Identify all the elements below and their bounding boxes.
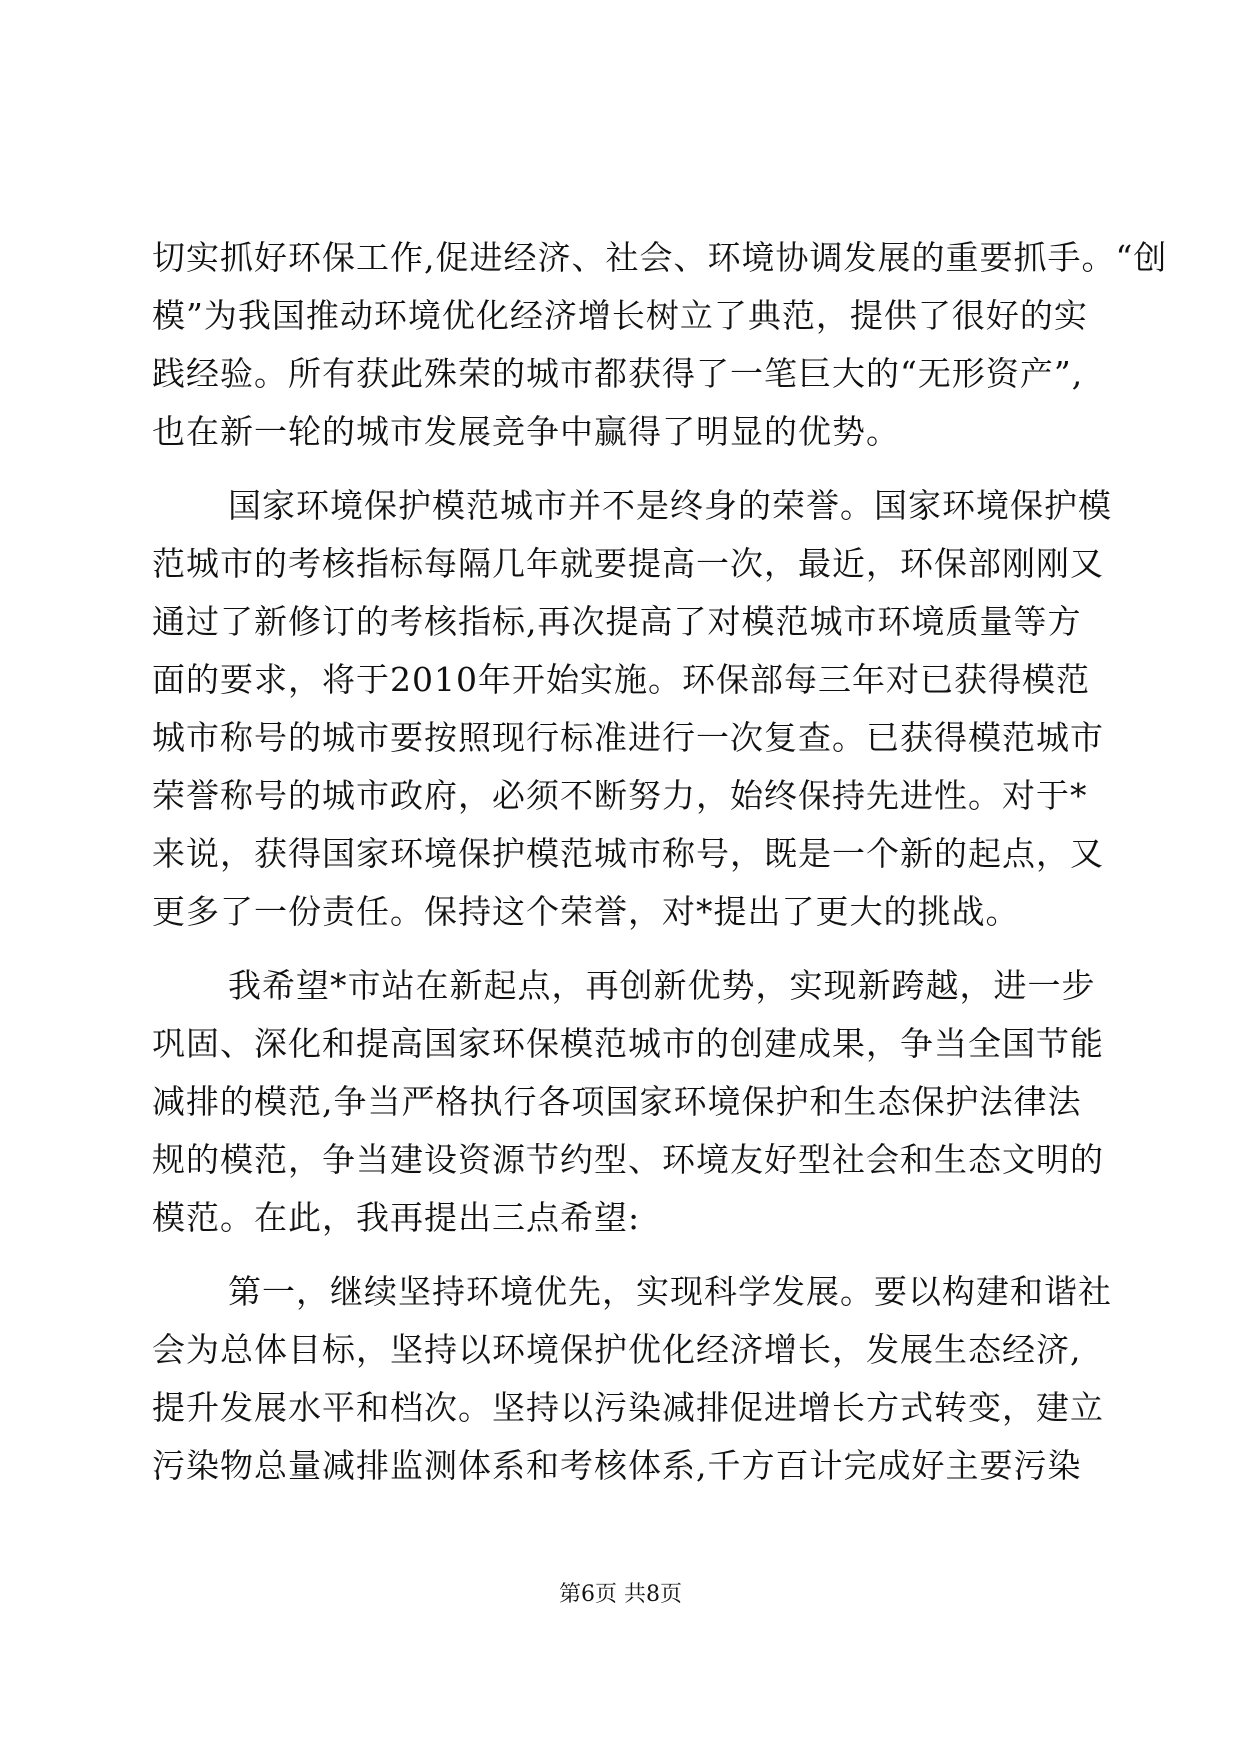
text-line: 面的要求，将于2010年开始实施。环保部每三年对已获得模范 (152, 660, 1090, 699)
text-line: 会为总体目标，坚持以环境保护优化经济增长，发展生态经济, (152, 1330, 1082, 1369)
paragraph-first-line: 我希望*市站在新起点，再创新优势，实现新跨越，进一步 (228, 966, 1096, 1005)
text-line: 规的模范，争当建设资源节约型、环境友好型社会和生态文明的 (152, 1140, 1104, 1179)
text-line: 更多了一份责任。保持这个荣誉，对*提出了更大的挑战。 (152, 892, 1020, 931)
text-line: 提升发展水平和档次。坚持以污染减排促进增长方式转变，建立 (152, 1388, 1104, 1427)
text-line: 践经验。所有获此殊荣的城市都获得了一笔巨大的“无形资产”, (152, 354, 1084, 393)
text-line: 城市称号的城市要按照现行标准进行一次复查。已获得模范城市 (152, 718, 1104, 757)
text-line: 减排的模范,争当严格执行各项国家环境保护和生态保护法律法 (152, 1082, 1082, 1121)
text-line: 荣誉称号的城市政府，必须不断努力，始终保持先进性。对于* (152, 776, 1088, 815)
text-line: 巩固、深化和提高国家环保模范城市的创建成果，争当全国节能 (152, 1024, 1104, 1063)
paragraph-first-line: 第一，继续坚持环境优先，实现科学发展。要以构建和谐社 (228, 1272, 1112, 1311)
text-line: 也在新一轮的城市发展竞争中赢得了明显的优势。 (152, 412, 900, 451)
text-line: 来说，获得国家环境保护模范城市称号，既是一个新的起点，又 (152, 834, 1104, 873)
text-line: 污染物总量减排监测体系和考核体系,千方百计完成好主要污染 (152, 1446, 1082, 1485)
page-number-footer: 第6页 共8页 (559, 1582, 682, 1607)
text-line: 切实抓好环保工作,促进经济、社会、环境协调发展的重要抓手。“创 (152, 238, 1168, 277)
text-line: 通过了新修订的考核指标,再次提高了对模范城市环境质量等方 (152, 602, 1082, 641)
text-line: 模范。在此，我再提出三点希望: (152, 1198, 641, 1237)
paragraph-first-line: 国家环境保护模范城市并不是终身的荣誉。国家环境保护模 (228, 486, 1112, 525)
text-line: 范城市的考核指标每隔几年就要提高一次，最近，环保部刚刚又 (152, 544, 1104, 583)
text-line: 模”为我国推动环境优化经济增长树立了典范，提供了很好的实 (152, 296, 1088, 335)
